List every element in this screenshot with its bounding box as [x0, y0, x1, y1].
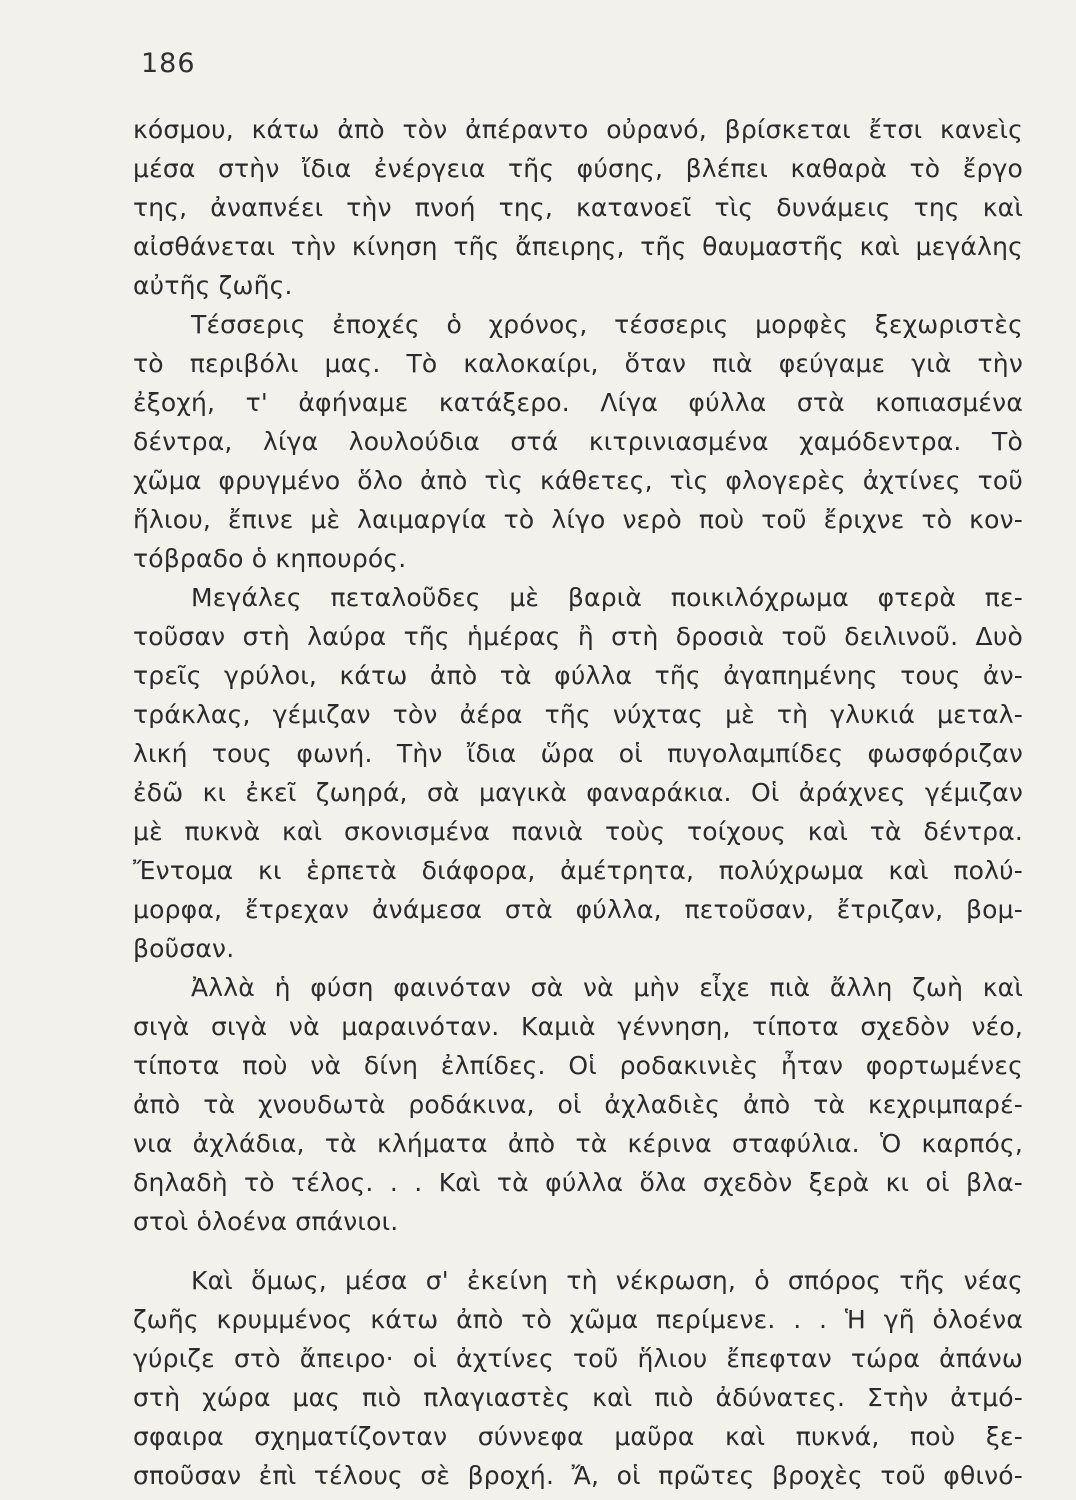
paragraph	[133, 578, 1023, 968]
text-line: στοὶ ὁλοένα σπάνιοι.	[133, 1207, 399, 1236]
paragraph	[133, 1261, 1023, 1495]
text-line: ἐδῶ κι ἐκεῖ ζωηρά, σὰ μαγικὰ φαναράκια. Οἱ ἀράχνες γέμιζαν	[133, 778, 1023, 807]
text-line: τοῦσαν στὴ λαύρα τῆς ἡμέρας ἢ στὴ δροσιὰ τοῦ δειλινοῦ. Δυὸ	[133, 622, 1023, 651]
text-line: της, ἀναπνέει τὴν πνοή της, κατανοεῖ τὶς δυνάμεις της καὶ	[133, 193, 1023, 222]
text-line: Μεγάλες πεταλοῦδες μὲ βαριὰ ποικιλόχρωμα φτερὰ πε-	[191, 583, 1023, 612]
text-line: μὲ πυκνὰ καὶ σκονισμένα πανιὰ τοὺς τοίχους καὶ τὰ δέντρα.	[133, 817, 1023, 846]
text-line: λική τους φωνή. Τὴν ἴδια ὥρα οἱ πυγολαμπίδες φωσφόριζαν	[133, 739, 1023, 768]
text-line: τρεῖς γρύλοι, κάτω ἀπὸ τὰ φύλλα τῆς ἀγαπημένης τους ἀν-	[133, 661, 1023, 690]
text-line: αὐτῆς ζωῆς.	[133, 271, 293, 300]
text-line: ἥλιου, ἔπινε μὲ λαιμαργία τὸ λίγο νερὸ ποὺ τοῦ ἔριχνε τὸ κον-	[133, 505, 1023, 534]
text-line: βοῦσαν.	[133, 934, 235, 963]
text-line: χῶμα φρυγμένο ὅλο ἀπὸ τὶς κάθετες, τὶς φλογερὲς ἀχτίνες τοῦ	[133, 466, 1023, 495]
text-line: τὸ περιβόλι μας. Τὸ καλοκαίρι, ὅταν πιὰ φεύγαμε γιὰ τὴν	[133, 349, 1023, 378]
text-line: σφαιρα σχηματίζονταν σύννεφα μαῦρα καὶ πυκνά, ποὺ ξε-	[133, 1422, 1023, 1451]
text-line: ἐξοχή, τ' ἀφήναμε κατάξερο. Λίγα φύλλα στὰ κοπιασμένα	[133, 388, 1023, 417]
text-line: Ἔντομα κι ἑρπετὰ διάφορα, ἀμέτρητα, πολύχρωμα καὶ πολύ-	[133, 856, 1023, 885]
paragraph	[133, 305, 1023, 578]
text-line: ζωῆς κρυμμένος κάτω ἀπὸ τὸ χῶμα περίμενε. . . Ἡ γῆ ὁλοένα	[133, 1305, 1023, 1334]
text-line: αἰσθάνεται τὴν κίνηση τῆς ἄπειρης, τῆς θαυμαστῆς καὶ μεγάλης	[133, 232, 1023, 261]
page-number: 186	[141, 48, 196, 79]
body-text	[133, 110, 1023, 1495]
text-line: μορφα, ἔτρεχαν ἀνάμεσα στὰ φύλλα, πετοῦσαν, ἔτριζαν, βομ-	[133, 895, 1023, 924]
text-line: δέντρα, λίγα λουλούδια στά κιτρινιασμένα χαμόδεντρα. Τὸ	[133, 427, 1023, 456]
text-line: τράκλας, γέμιζαν τὸν ἀέρα τῆς νύχτας μὲ τὴ γλυκιά μεταλ-	[133, 700, 1023, 729]
text-line: στὴ χώρα μας πιὸ πλαγιαστὲς καὶ πιὸ ἀδύνατες. Στὴν ἀτμό-	[133, 1383, 1023, 1412]
paragraph-gap	[133, 1241, 1023, 1261]
text-line: Τέσσερις ἐποχές ὁ χρόνος, τέσσερις μορφὲς ξεχωριστὲς	[191, 310, 1023, 339]
text-line: σποῦσαν ἐπὶ τέλους σὲ βροχή. Ἄ, οἱ πρῶτες βροχὲς τοῦ φθινό-	[133, 1461, 1023, 1490]
text-line: ἀπὸ τὰ χνουδωτὰ ροδάκινα, οἱ ἀχλαδιὲς ἀπὸ τὰ κεχριμπαρέ-	[133, 1090, 1023, 1119]
paragraph	[133, 110, 1023, 305]
text-line: νια ἀχλάδια, τὰ κλήματα ἀπὸ τὰ κέρινα σταφύλια. Ὁ καρπός,	[133, 1129, 1023, 1158]
text-line: δηλαδὴ τὸ τέλος. . . Καὶ τὰ φύλλα ὅλα σχεδὸν ξερὰ κι οἱ βλα-	[133, 1168, 1023, 1197]
text-line: τόβραδο ὁ κηπουρός.	[133, 544, 407, 573]
text-line: σιγὰ σιγὰ νὰ μαραινόταν. Καμιὰ γέννηση, τίποτα σχεδὸν νέο,	[133, 1012, 1023, 1041]
text-line: Ἀλλὰ ἡ φύση φαινόταν σὰ νὰ μὴν εἶχε πιὰ ἄλλη ζωὴ καὶ	[191, 973, 1023, 1002]
paragraph	[133, 968, 1023, 1241]
text-line: Καὶ ὅμως, μέσα σ' ἐκείνη τὴ νέκρωση, ὁ σπόρος τῆς νέας	[191, 1266, 1023, 1295]
text-line: γύριζε στὸ ἄπειρο· οἱ ἀχτίνες τοῦ ἥλιου ἔπεφταν τώρα ἀπάνω	[133, 1344, 1023, 1373]
text-line: μέσα στὴν ἴδια ἐνέργεια τῆς φύσης, βλέπει καθαρὰ τὸ ἔργο	[133, 154, 1023, 183]
text-line: κόσμου, κάτω ἀπὸ τὸν ἀπέραντο οὐρανό, βρίσκεται ἔτσι κανεὶς	[133, 115, 1023, 144]
text-line: τίποτα ποὺ νὰ δίνη ἐλπίδες. Οἱ ροδακινιὲς ἦταν φορτωμένες	[133, 1051, 1023, 1080]
